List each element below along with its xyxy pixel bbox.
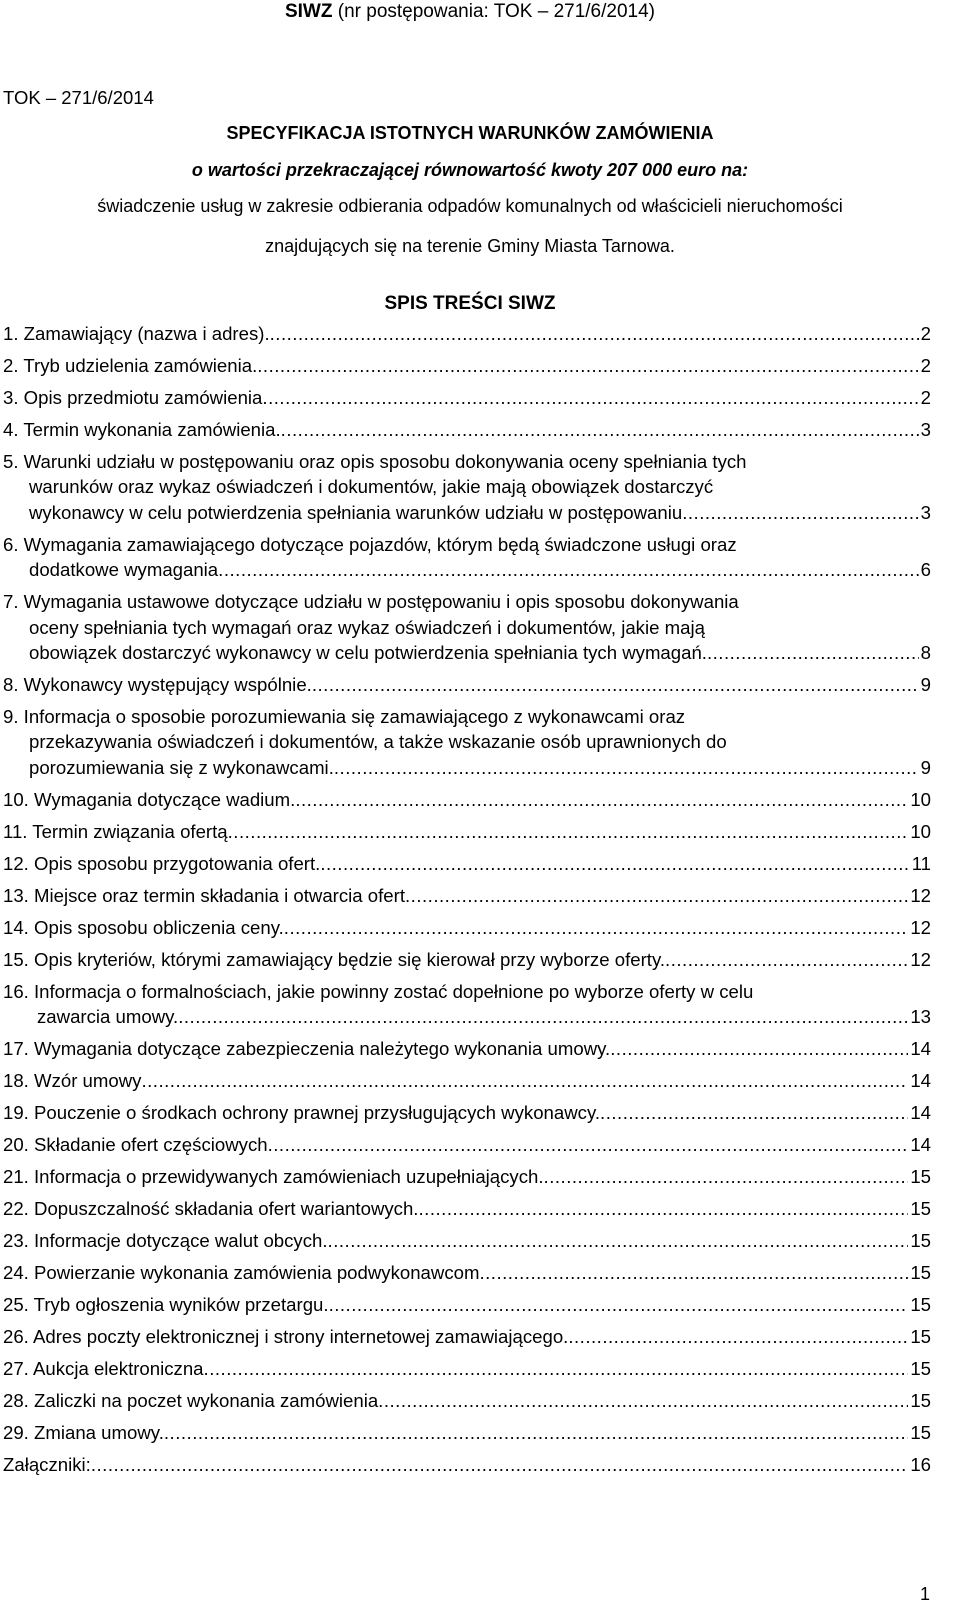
title-line-2: o wartości przekraczającej równowartość kwoty 207 000 euro na:: [191, 160, 749, 180]
dot-leader: [479, 1260, 908, 1285]
toc-entry-line: 13. Miejsce oraz termin składania i otwarcia ofert: [3, 884, 405, 906]
header-prefix: SIWZ: [284, 1, 333, 22]
dot-leader: [228, 819, 909, 844]
toc-entry[interactable]: [3, 353, 931, 378]
dot-leader: [178, 1004, 908, 1029]
dot-leader: [334, 755, 919, 780]
toc-entry-line: 14. Opis sposobu obliczenia ceny.: [3, 916, 284, 938]
toc-entry[interactable]: [3, 1068, 931, 1093]
toc-entry[interactable]: [3, 1292, 931, 1317]
dot-leader: [91, 1452, 908, 1477]
dot-leader: [320, 851, 909, 876]
title-line-1: SPECYFIKACJA ISTOTNYCH WARUNKÓW ZAMÓWIENIA: [226, 123, 714, 143]
toc-entry-page: 6: [920, 559, 931, 581]
dot-leader: [284, 915, 909, 940]
toc-entry-page: 12: [910, 948, 931, 970]
toc-entry-line: porozumiewania się z wykonawcami.: [29, 756, 334, 778]
toc-entry-line: 29. Zmiana umowy.: [3, 1422, 164, 1444]
dot-leader: [544, 1164, 909, 1189]
dot-leader: [164, 1420, 908, 1445]
dot-leader: [665, 947, 908, 972]
dot-leader: [270, 321, 919, 346]
toc-entry[interactable]: [3, 1164, 931, 1189]
toc-entry-page: 3: [920, 419, 931, 440]
toc-entry[interactable]: [3, 704, 931, 780]
toc-entry[interactable]: [3, 589, 931, 665]
toc-entry[interactable]: [3, 979, 931, 1030]
document-header: [0, 0, 940, 24]
toc-entry-line: 22. Dopuszczalność składania ofert wariantowych.: [3, 1198, 419, 1220]
dot-leader: [328, 1228, 909, 1253]
toc-entry-page: 14: [910, 1134, 931, 1156]
toc-entry-line: 15. Opis kryteriów, którymi zamawiający będzie się kierował przy wyborze oferty.: [3, 948, 666, 970]
toc-entry-page: 13: [910, 1006, 931, 1028]
toc-entry[interactable]: [3, 1260, 931, 1285]
toc-entry[interactable]: [3, 449, 931, 525]
title-line-3: świadczenie usług w zakresie odbierania odpadów komunalnych od właścicieli nieruchomości: [97, 196, 843, 216]
toc-entry[interactable]: [3, 1100, 931, 1125]
dot-leader: [262, 385, 918, 410]
toc-entry-line: 11. Termin związania ofertą: [3, 820, 228, 842]
toc-entry-page: 15: [910, 1326, 931, 1348]
toc-entry-line: 24. Powierzanie wykonania zamówienia podwykonawcom: [3, 1262, 480, 1284]
toc-entry-line: warunków oraz wykaz oświadczeń i dokumentów, jakie mają obowiązek dostarczyć: [29, 476, 714, 498]
dot-leader: [329, 1292, 909, 1317]
toc-entry[interactable]: [3, 1356, 931, 1381]
toc-entry-line: 23. Informacje dotyczące walut obcych.: [3, 1230, 328, 1252]
toc-entry-page: 15: [910, 1390, 931, 1412]
toc-entry-line: oceny spełniania tych wymagań oraz wykaz oświadczeń i dokumentów, jakie mają: [29, 616, 705, 638]
toc-entry-page: 15: [910, 1294, 931, 1316]
dot-leader: [141, 1068, 908, 1093]
table-of-contents: [3, 321, 931, 1484]
toc-entry-line: 25. Tryb ogłoszenia wyników przetargu.: [3, 1294, 329, 1316]
toc-entry-line: 19. Pouczenie o środkach ochrony prawnej przysługujących wykonawcy.: [3, 1102, 601, 1124]
dot-leader: [610, 1036, 908, 1061]
toc-entry-line: 4. Termin wykonania zamówienia.: [3, 419, 281, 440]
toc-entry-page: 14: [910, 1038, 931, 1060]
toc-entry-page: 2: [920, 387, 931, 408]
toc-entry-line: 18. Wzór umowy: [3, 1070, 142, 1092]
toc-entry[interactable]: [3, 1388, 931, 1413]
toc-entry-line: 12. Opis sposobu przygotowania ofert.: [3, 852, 321, 874]
reference-number: TOK – 271/6/2014: [3, 87, 154, 108]
toc-entry-line: 21. Informacja o przewidywanych zamówieniach uzupełniających.: [3, 1166, 544, 1188]
dot-leader: [405, 883, 908, 908]
toc-entry[interactable]: [3, 321, 931, 346]
title-line-4: znajdujących się na terenie Gminy Miasta Tarnowa.: [265, 236, 675, 256]
dot-leader: [600, 1100, 908, 1125]
toc-entry-line: 26. Adres poczty elektronicznej i strony internetowej zamawiającego.: [3, 1326, 569, 1348]
toc-entry[interactable]: [3, 883, 931, 908]
toc-entry-page: 11: [911, 852, 931, 874]
dot-leader: [312, 672, 919, 697]
toc-entry-page: 9: [920, 756, 931, 778]
toc-entry-line: 20. Składanie ofert częściowych: [3, 1134, 268, 1156]
toc-entry-line: 27. Aukcja elektroniczna: [3, 1358, 204, 1380]
toc-entry-line: 7. Wymagania ustawowe dotyczące udziału w postępowaniu i opis sposobu dokonywania: [3, 591, 739, 613]
dot-leader: [268, 1132, 909, 1157]
toc-entry[interactable]: [3, 672, 931, 697]
toc-entry-line: wykonawcy w celu potwierdzenia spełniania warunków udziału w postępowaniu: [29, 501, 683, 523]
dot-leader: [418, 1196, 908, 1221]
toc-entry[interactable]: [3, 851, 931, 876]
toc-heading: SPIS TREŚCI SIWZ: [384, 293, 556, 314]
toc-entry[interactable]: [3, 1228, 931, 1253]
toc-entry[interactable]: [3, 1132, 931, 1157]
toc-entry[interactable]: [3, 385, 931, 410]
toc-entry[interactable]: [3, 1196, 931, 1221]
toc-entry[interactable]: [3, 1324, 931, 1349]
dot-leader: [568, 1324, 908, 1349]
toc-entry-line: przekazywania oświadczeń i dokumentów, a także wskazanie osób uprawnionych do: [29, 731, 727, 753]
toc-entry-page: 2: [920, 323, 931, 344]
toc-entry[interactable]: [3, 819, 931, 844]
header-rest: (nr postępowania: TOK – 271/6/2014): [332, 1, 655, 22]
toc-entry-line: 1. Zamawiający (nazwa i adres).: [3, 323, 270, 344]
dot-leader: [281, 417, 919, 442]
toc-entry[interactable]: [3, 1036, 931, 1061]
toc-entry-line: 6. Wymagania zamawiającego dotyczące pojazdów, którym będą świadczone usługi oraz: [3, 533, 737, 555]
toc-entry-line: 5. Warunki udziału w postępowaniu oraz opis sposobu dokonywania oceny spełniania tych: [3, 451, 747, 472]
toc-entry-page: 12: [910, 884, 931, 906]
toc-entry-line: Załączniki:: [3, 1454, 91, 1476]
toc-entry-line: zawarcia umowy.: [37, 1006, 179, 1028]
toc-entry-page: 15: [910, 1358, 931, 1380]
toc-entry-line: 17. Wymagania dotyczące zabezpieczenia należytego wykonania umowy.: [3, 1038, 611, 1060]
toc-entry-page: 15: [910, 1198, 931, 1220]
toc-entry-line: obowiązek dostarczyć wykonawcy w celu potwierdzenia spełniania tych wymagań.: [29, 642, 707, 664]
toc-entry-line: 9. Informacja o sposobie porozumiewania się zamawiającego z wykonawcami oraz: [3, 706, 686, 728]
toc-entry[interactable]: [3, 947, 931, 972]
toc-entry[interactable]: [3, 532, 931, 583]
toc-entry[interactable]: [3, 915, 931, 940]
toc-entry-line: 10. Wymagania dotyczące wadium.: [3, 788, 296, 810]
toc-entry-page: 14: [910, 1102, 931, 1124]
toc-entry-page: 15: [910, 1166, 931, 1188]
toc-entry-line: 16. Informacja o formalnościach, jakie powinny zostać dopełnione po wyborze oferty w celu: [3, 980, 754, 1002]
dot-leader: [257, 353, 918, 378]
toc-entry-page: 15: [910, 1262, 931, 1284]
toc-entry-page: 9: [920, 674, 931, 696]
toc-entry-page: 16: [910, 1454, 931, 1476]
toc-entry-line: 2. Tryb udzielenia zamówienia.: [3, 355, 258, 376]
toc-entry-line: dodatkowe wymagania: [29, 559, 219, 581]
toc-entry-page: 8: [920, 642, 931, 664]
toc-entry-page: 15: [910, 1422, 931, 1444]
toc-entry-page: 10: [910, 788, 931, 810]
toc-entry[interactable]: [3, 1452, 931, 1477]
toc-entry-page: 3: [920, 501, 931, 523]
page-number: 1: [919, 1584, 930, 1604]
dot-leader: [707, 640, 919, 665]
toc-entry-page: 14: [910, 1070, 931, 1092]
toc-entry[interactable]: [3, 417, 931, 442]
dot-leader: [295, 787, 908, 812]
toc-entry[interactable]: [3, 787, 931, 812]
dot-leader: [682, 500, 918, 525]
dot-leader: [204, 1356, 909, 1381]
toc-entry-page: 10: [910, 820, 931, 842]
toc-entry-page: 15: [910, 1230, 931, 1252]
toc-entry[interactable]: [3, 1420, 931, 1445]
dot-leader: [378, 1388, 908, 1413]
toc-entry-line: 8. Wykonawcy występujący wspólnie.: [3, 674, 312, 696]
dot-leader: [218, 557, 919, 582]
toc-entry-line: 28. Zaliczki na poczet wykonania zamówienia: [3, 1390, 379, 1412]
toc-entry-line: 3. Opis przedmiotu zamówienia: [3, 387, 263, 408]
toc-entry-page: 2: [920, 355, 931, 376]
toc-entry-page: 12: [910, 916, 931, 938]
